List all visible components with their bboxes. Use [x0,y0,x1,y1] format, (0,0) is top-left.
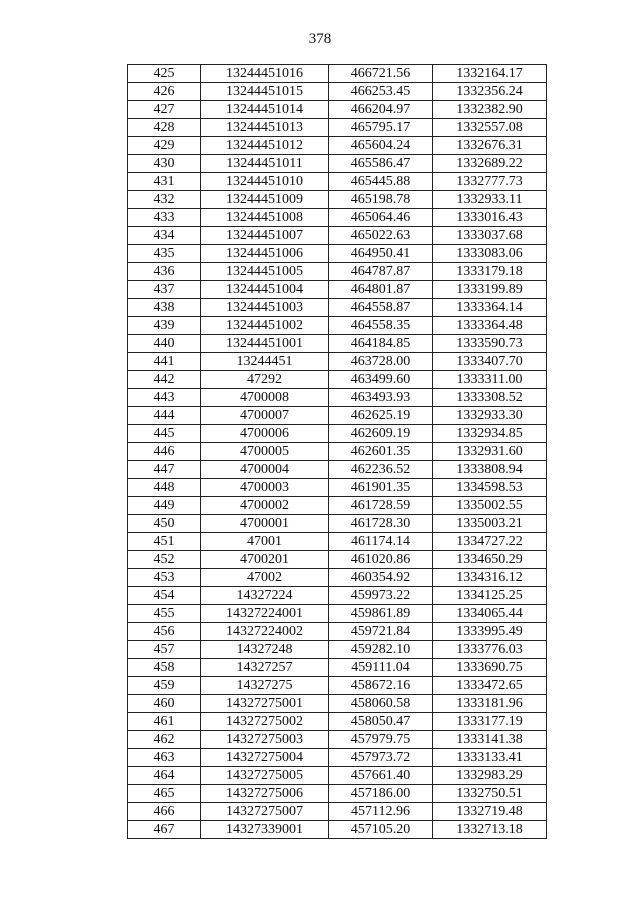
table-row [128,515,547,533]
x-coordinate-cell: 465445.88 [329,173,433,191]
point-number-cell: 457 [128,641,201,659]
point-id-cell: 47001 [201,533,329,551]
point-id-cell: 14327275003 [201,731,329,749]
point-number-cell: 467 [128,821,201,839]
point-id-cell: 13244451001 [201,335,329,353]
y-coordinate-cell: 1332689.22 [433,155,547,173]
point-id-cell: 13244451007 [201,227,329,245]
table-row [128,677,547,695]
table-row [128,695,547,713]
x-coordinate-cell: 466204.97 [329,101,433,119]
point-number-cell: 425 [128,65,201,83]
point-number-cell: 447 [128,461,201,479]
table-row [128,569,547,587]
point-id-cell: 14327275001 [201,695,329,713]
table-row [128,389,547,407]
point-id-cell: 13244451010 [201,173,329,191]
point-id-cell: 13244451006 [201,245,329,263]
table-row [128,461,547,479]
table-row [128,209,547,227]
point-number-cell: 461 [128,713,201,731]
point-number-cell: 455 [128,605,201,623]
y-coordinate-cell: 1334316.12 [433,569,547,587]
point-id-cell: 4700006 [201,425,329,443]
x-coordinate-cell: 457112.96 [329,803,433,821]
point-number-cell: 428 [128,119,201,137]
y-coordinate-cell: 1334650.29 [433,551,547,569]
x-coordinate-cell: 458060.58 [329,695,433,713]
y-coordinate-cell: 1332676.31 [433,137,547,155]
y-coordinate-cell: 1333181.96 [433,695,547,713]
x-coordinate-cell: 457979.75 [329,731,433,749]
y-coordinate-cell: 1332983.29 [433,767,547,785]
point-number-cell: 454 [128,587,201,605]
point-id-cell: 14327224 [201,587,329,605]
y-coordinate-cell: 1334065.44 [433,605,547,623]
y-coordinate-cell: 1332713.18 [433,821,547,839]
y-coordinate-cell: 1333407.70 [433,353,547,371]
point-number-cell: 451 [128,533,201,551]
x-coordinate-cell: 462625.19 [329,407,433,425]
point-number-cell: 432 [128,191,201,209]
point-id-cell: 13244451013 [201,119,329,137]
point-number-cell: 462 [128,731,201,749]
table-row [128,533,547,551]
point-id-cell: 13244451003 [201,299,329,317]
y-coordinate-cell: 1333199.89 [433,281,547,299]
x-coordinate-cell: 458672.16 [329,677,433,695]
point-number-cell: 442 [128,371,201,389]
point-number-cell: 465 [128,785,201,803]
y-coordinate-cell: 1332750.51 [433,785,547,803]
x-coordinate-cell: 457186.00 [329,785,433,803]
point-number-cell: 434 [128,227,201,245]
y-coordinate-cell: 1333016.43 [433,209,547,227]
table-row [128,227,547,245]
point-number-cell: 445 [128,425,201,443]
table-row [128,497,547,515]
table-row [128,173,547,191]
point-number-cell: 450 [128,515,201,533]
y-coordinate-cell: 1332719.48 [433,803,547,821]
x-coordinate-cell: 461020.86 [329,551,433,569]
x-coordinate-cell: 463493.93 [329,389,433,407]
x-coordinate-cell: 461174.14 [329,533,433,551]
point-id-cell: 4700003 [201,479,329,497]
y-coordinate-cell: 1332557.08 [433,119,547,137]
y-coordinate-cell: 1334125.25 [433,587,547,605]
point-id-cell: 14327275 [201,677,329,695]
x-coordinate-cell: 459973.22 [329,587,433,605]
y-coordinate-cell: 1333311.00 [433,371,547,389]
point-id-cell: 14327275007 [201,803,329,821]
point-number-cell: 440 [128,335,201,353]
y-coordinate-cell: 1333364.14 [433,299,547,317]
point-number-cell: 452 [128,551,201,569]
x-coordinate-cell: 462236.52 [329,461,433,479]
table-row [128,713,547,731]
point-number-cell: 453 [128,569,201,587]
point-id-cell: 4700007 [201,407,329,425]
point-id-cell: 13244451 [201,353,329,371]
x-coordinate-cell: 461728.30 [329,515,433,533]
point-id-cell: 14327224002 [201,623,329,641]
table-row [128,551,547,569]
y-coordinate-cell: 1333995.49 [433,623,547,641]
table-row [128,623,547,641]
point-id-cell: 14327275002 [201,713,329,731]
point-id-cell: 14327248 [201,641,329,659]
point-id-cell: 4700002 [201,497,329,515]
point-id-cell: 14327275005 [201,767,329,785]
point-id-cell: 4700008 [201,389,329,407]
point-id-cell: 4700005 [201,443,329,461]
point-number-cell: 436 [128,263,201,281]
x-coordinate-cell: 465604.24 [329,137,433,155]
point-number-cell: 449 [128,497,201,515]
table-row [128,785,547,803]
point-number-cell: 439 [128,317,201,335]
point-id-cell: 13244451009 [201,191,329,209]
point-id-cell: 47292 [201,371,329,389]
point-id-cell: 14327257 [201,659,329,677]
table-row [128,317,547,335]
x-coordinate-cell: 464184.85 [329,335,433,353]
table-row [128,281,547,299]
table-row [128,479,547,497]
table-row [128,587,547,605]
table-row [128,263,547,281]
y-coordinate-cell: 1333177.19 [433,713,547,731]
y-coordinate-cell: 1335002.55 [433,497,547,515]
x-coordinate-cell: 465198.78 [329,191,433,209]
x-coordinate-cell: 464558.87 [329,299,433,317]
table-row [128,245,547,263]
point-id-cell: 14327224001 [201,605,329,623]
point-number-cell: 431 [128,173,201,191]
point-id-cell: 13244451005 [201,263,329,281]
table-row [128,443,547,461]
point-number-cell: 444 [128,407,201,425]
y-coordinate-cell: 1332931.60 [433,443,547,461]
page-number: 378 [308,31,332,47]
table-row [128,749,547,767]
x-coordinate-cell: 465064.46 [329,209,433,227]
y-coordinate-cell: 1332777.73 [433,173,547,191]
x-coordinate-cell: 465586.47 [329,155,433,173]
y-coordinate-cell: 1332933.11 [433,191,547,209]
point-number-cell: 464 [128,767,201,785]
point-id-cell: 4700004 [201,461,329,479]
point-id-cell: 47002 [201,569,329,587]
table-row [128,767,547,785]
y-coordinate-cell: 1333690.75 [433,659,547,677]
point-number-cell: 466 [128,803,201,821]
point-number-cell: 441 [128,353,201,371]
x-coordinate-cell: 459111.04 [329,659,433,677]
y-coordinate-cell: 1332933.30 [433,407,547,425]
y-coordinate-cell: 1333083.06 [433,245,547,263]
y-coordinate-cell: 1333141.38 [433,731,547,749]
table-row [128,407,547,425]
table-row [128,353,547,371]
point-id-cell: 13244451015 [201,83,329,101]
x-coordinate-cell: 462609.19 [329,425,433,443]
point-id-cell: 4700001 [201,515,329,533]
coordinates-table-body [128,65,547,839]
y-coordinate-cell: 1333179.18 [433,263,547,281]
table-row [128,191,547,209]
table-row [128,119,547,137]
y-coordinate-cell: 1333808.94 [433,461,547,479]
table-row [128,155,547,173]
x-coordinate-cell: 462601.35 [329,443,433,461]
table-row [128,335,547,353]
point-number-cell: 426 [128,83,201,101]
table-row [128,821,547,839]
x-coordinate-cell: 457661.40 [329,767,433,785]
x-coordinate-cell: 465795.17 [329,119,433,137]
point-number-cell: 435 [128,245,201,263]
x-coordinate-cell: 465022.63 [329,227,433,245]
y-coordinate-cell: 1332934.85 [433,425,547,443]
x-coordinate-cell: 459721.84 [329,623,433,641]
x-coordinate-cell: 464950.41 [329,245,433,263]
x-coordinate-cell: 461728.59 [329,497,433,515]
y-coordinate-cell: 1333037.68 [433,227,547,245]
x-coordinate-cell: 457105.20 [329,821,433,839]
y-coordinate-cell: 1334598.53 [433,479,547,497]
x-coordinate-cell: 457973.72 [329,749,433,767]
x-coordinate-cell: 460354.92 [329,569,433,587]
point-number-cell: 458 [128,659,201,677]
point-number-cell: 443 [128,389,201,407]
point-id-cell: 14327339001 [201,821,329,839]
table-row [128,65,547,83]
x-coordinate-cell: 458050.47 [329,713,433,731]
point-id-cell: 13244451008 [201,209,329,227]
x-coordinate-cell: 459861.89 [329,605,433,623]
point-id-cell: 13244451004 [201,281,329,299]
point-id-cell: 13244451014 [201,101,329,119]
x-coordinate-cell: 464801.87 [329,281,433,299]
point-number-cell: 463 [128,749,201,767]
table-row [128,641,547,659]
x-coordinate-cell: 464787.87 [329,263,433,281]
table-row [128,83,547,101]
point-number-cell: 446 [128,443,201,461]
table-row [128,371,547,389]
x-coordinate-cell: 464558.35 [329,317,433,335]
y-coordinate-cell: 1333472.65 [433,677,547,695]
y-coordinate-cell: 1333364.48 [433,317,547,335]
x-coordinate-cell: 463499.60 [329,371,433,389]
table-row [128,731,547,749]
point-id-cell: 13244451012 [201,137,329,155]
point-number-cell: 437 [128,281,201,299]
x-coordinate-cell: 466253.45 [329,83,433,101]
x-coordinate-cell: 466721.56 [329,65,433,83]
point-number-cell: 429 [128,137,201,155]
y-coordinate-cell: 1333590.73 [433,335,547,353]
table-row [128,137,547,155]
point-id-cell: 13244451011 [201,155,329,173]
table-row [128,101,547,119]
table-row [128,425,547,443]
y-coordinate-cell: 1332164.17 [433,65,547,83]
point-id-cell: 4700201 [201,551,329,569]
point-id-cell: 13244451016 [201,65,329,83]
y-coordinate-cell: 1332356.24 [433,83,547,101]
point-number-cell: 438 [128,299,201,317]
y-coordinate-cell: 1335003.21 [433,515,547,533]
x-coordinate-cell: 461901.35 [329,479,433,497]
point-id-cell: 14327275006 [201,785,329,803]
point-number-cell: 460 [128,695,201,713]
y-coordinate-cell: 1333776.03 [433,641,547,659]
point-number-cell: 456 [128,623,201,641]
point-id-cell: 14327275004 [201,749,329,767]
y-coordinate-cell: 1334727.22 [433,533,547,551]
table-row [128,659,547,677]
y-coordinate-cell: 1332382.90 [433,101,547,119]
x-coordinate-cell: 459282.10 [329,641,433,659]
point-number-cell: 459 [128,677,201,695]
point-number-cell: 427 [128,101,201,119]
point-number-cell: 433 [128,209,201,227]
table-row [128,299,547,317]
x-coordinate-cell: 463728.00 [329,353,433,371]
point-number-cell: 448 [128,479,201,497]
table-row [128,803,547,821]
y-coordinate-cell: 1333133.41 [433,749,547,767]
point-number-cell: 430 [128,155,201,173]
point-id-cell: 13244451002 [201,317,329,335]
coordinates-table [127,64,547,839]
table-row [128,605,547,623]
y-coordinate-cell: 1333308.52 [433,389,547,407]
